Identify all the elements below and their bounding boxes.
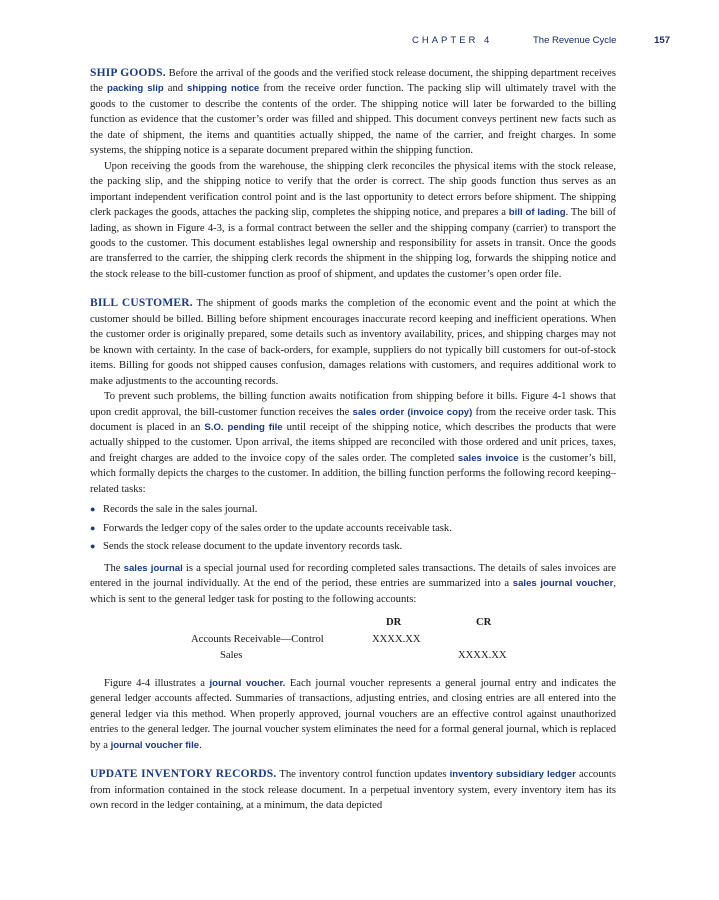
term-bill-of-lading: bill of lading <box>508 207 566 219</box>
journal-cr-amount: XXXX.XX <box>458 649 507 661</box>
journal-account-name: Sales <box>220 649 243 661</box>
bill-customer-paragraph-3: The sales journal is a special journal used for recording completed sales transactions. The details of sales invoices are entered in the journal individually. At the end of the period, these entries are summarized into a sales journal voucher, which is sent to the general ledger task for posting to the following accounts: <box>90 562 616 605</box>
bullet-icon: ● <box>90 504 96 515</box>
bill-customer-paragraph-1: BILL CUSTOMER. The shipment of goods marks the completion of the economic event and the point at which the customer should be billed. Billing before shipment encourages inaccurate record keeping and inefficient operations. When the customer order is originally prepared, some details such as inventory availability, prices, and shipping charges may not be known with certainty. In the case of back-orders, for example, suppliers do not typically bill customers for out-of-stock items. Billing for goods not shipped causes confusion, damages relations with customers, and requires additional work to make adjustments to the accounting records. <box>90 297 616 387</box>
chapter-label: CHAPTER 4 <box>412 35 493 46</box>
list-item: ● Sends the stock release document to the update inventory records task. <box>90 539 616 554</box>
term-sales-journal-voucher: sales journal voucher <box>512 578 614 590</box>
chapter-title: The Revenue Cycle <box>533 35 617 46</box>
page-body <box>90 66 616 814</box>
term-sales-order-invoice-copy: sales order (invoice copy) <box>352 406 473 418</box>
billing-tasks-list <box>90 502 616 554</box>
term-packing-slip: packing slip <box>106 83 164 95</box>
journal-account-name: Accounts Receivable—Control <box>191 633 324 645</box>
cr-column-header: CR <box>476 616 492 628</box>
journal-dr-amount: XXXX.XX <box>372 633 421 645</box>
term-inventory-subsidiary-ledger: inventory subsidiary ledger <box>449 769 576 781</box>
bullet-icon: ● <box>90 541 96 552</box>
bill-customer-paragraph-2: To prevent such problems, the billing function awaits notification from shipping before it bills. Figure 4-1 shows that upon credit approval, the bill-customer function receives the sales order (invoice copy) from the receive order task. This document is placed in an S.O. pending file until receipt of the shipping notice, which describes the products that were actually shipped to the customer. Upon arrival, the items shipped are reconciled with those ordered and unit prices, taxes, and freight charges are added to the invoice copy of the sales order. The completed sales invoice is the customer’s bill, which formally depicts the charges to the customer. In addition, the billing function performs the following record keeping–related tasks: <box>90 391 616 495</box>
bullet-icon: ● <box>90 522 96 533</box>
page-number: 157 <box>654 35 670 46</box>
bill-customer-heading: BILL CUSTOMER. <box>90 297 193 310</box>
dr-column-header: DR <box>386 616 402 628</box>
running-header <box>90 35 670 51</box>
term-sales-journal: sales journal <box>123 562 183 574</box>
term-journal-voucher: journal voucher. <box>209 677 286 689</box>
list-item: ● Records the sale in the sales journal. <box>90 502 616 517</box>
update-inventory-paragraph: UPDATE INVENTORY RECORDS. The inventory control function updates inventory subsidiary ledger accounts from information contained in the stock release document. In a perpetual inventory system, every inventory item has its own record in the ledger containing, at a minimum, the data depicted <box>90 768 617 812</box>
update-inventory-heading: UPDATE INVENTORY RECORDS. <box>90 768 277 781</box>
journal-entry-table <box>90 615 616 667</box>
term-sales-invoice: sales invoice <box>457 452 519 464</box>
ship-goods-paragraph-2: Upon receiving the goods from the warehouse, the shipping clerk reconciles the physical items with the stock release, the packing slip, and the shipping notice to verify that the order is correct. The ship goods function thus serves as an important independent verification control point and is the last opportunity to detect errors before shipment. The shipping clerk packages the goods, attaches the packing slip, completes the shipping notice, and prepares a bill of lading. The bill of lading, as shown in Figure 4-3, is a formal contract between the seller and the shipping company (carrier) to transport the goods to the customer. This document establishes legal ownership and responsibility for assets in transit. Once the goods are transferred to the carrier, the shipping clerk records the shipment in the shipping log, forwards the shipping notice and the stock release to the bill-customer function as proof of shipment, and updates the customer’s open order file. <box>90 160 617 280</box>
bill-customer-paragraph-4: Figure 4-4 illustrates a journal voucher. Each journal voucher represents a general journal entry and indicates the general ledger accounts affected. Summaries of transactions, adjusting entries, and closing entries are all entered into the general ledger via this method. When properly approved, journal vouchers are an effective control against unauthorized entries to the general ledger. The journal voucher system eliminates the need for a formal general journal, which is replaced by a journal voucher file. <box>90 677 617 751</box>
ship-goods-heading: SHIP GOODS. <box>90 67 166 79</box>
list-item: ● Forwards the ledger copy of the sales order to the update accounts receivable task. <box>90 521 616 536</box>
ship-goods-paragraph-1: SHIP GOODS. Before the arrival of the goods and the verified stock release document, the shipping department receives the packing slip and shipping notice from the receive order function. The packing slip will ultimately travel with the goods to the customer to describe the contents of the order. The shipping notice will later be forwarded to the billing function as evidence that the customer’s order was filled and shipped. This document conveys pertinent new facts such as the date of shipment, the items and quantities actually shipped, the name of the carrier, and freight charges. In some systems, the shipping notice is a separate document prepared within the shipping function. <box>90 67 617 157</box>
term-journal-voucher-file: journal voucher file <box>110 739 200 751</box>
term-so-pending-file: S.O. pending file <box>204 421 283 433</box>
term-shipping-notice: shipping notice <box>187 83 260 95</box>
